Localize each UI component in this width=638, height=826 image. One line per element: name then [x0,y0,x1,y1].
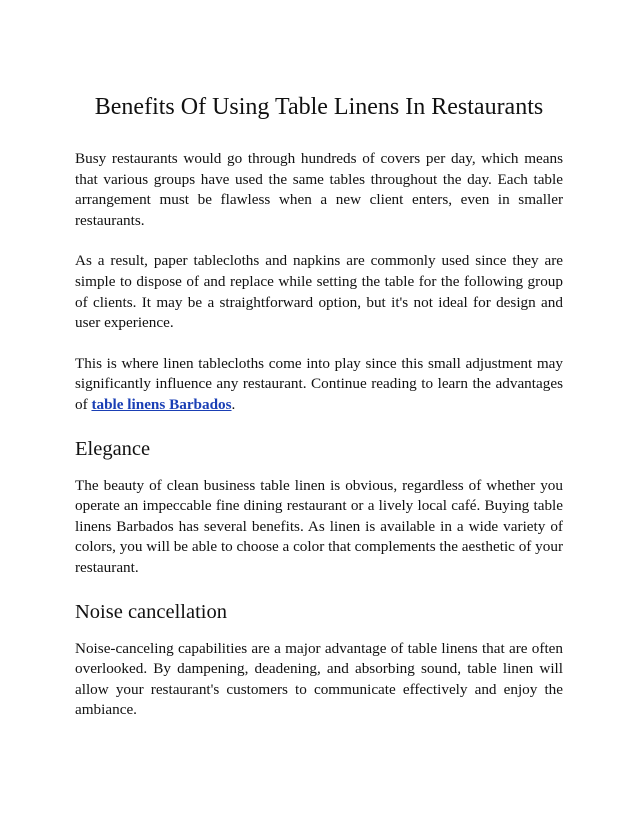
intro-paragraph-1: Busy restaurants would go through hundreds of covers per day, which means that various groups have used the same tables throughout the day. Each table arrangement must be flawless when a new client enters, even in smaller restaurants. [75,150,563,229]
noise-cancellation-paragraph: Noise-canceling capabilities are a major advantage of table linens that are often overlooked. By dampening, deadening, and absorbing sound, table linen will allow your restaurant's customers to communicate effectively and enjoy the ambiance. [75,639,563,719]
paragraph-3-end: . [231,395,236,413]
section-heading-noise-cancellation: Noise cancellation [75,600,227,623]
paragraph-3-text: This is where linen tablecloths come into play since this small adjustment may significantly influence any restaurant. Continue reading to learn the advantages of [75,354,563,413]
table-linens-link[interactable]: table linens Barbados [91,395,232,413]
intro-paragraph-3 [75,354,563,416]
page-title: Benefits Of Using Table Linens In Restaurants [94,94,544,120]
intro-paragraph-2: As a result, paper tablecloths and napkins are commonly used since they are simple to dispose of and replace while setting the table for the following group of clients. It may be a straightforward option, but it's not ideal for design and user experience. [75,252,563,332]
document-page [75,92,563,741]
section-heading-elegance: Elegance [75,437,151,460]
elegance-paragraph: The beauty of clean business table linen is obvious, regardless of whether you operate an impeccable fine dining restaurant or a lively local café. Buying table linens Barbados has several benefits. As linen is available in a wide variety of colors, you will be able to choose a color that complements the aesthetic of your restaurant. [75,476,563,576]
